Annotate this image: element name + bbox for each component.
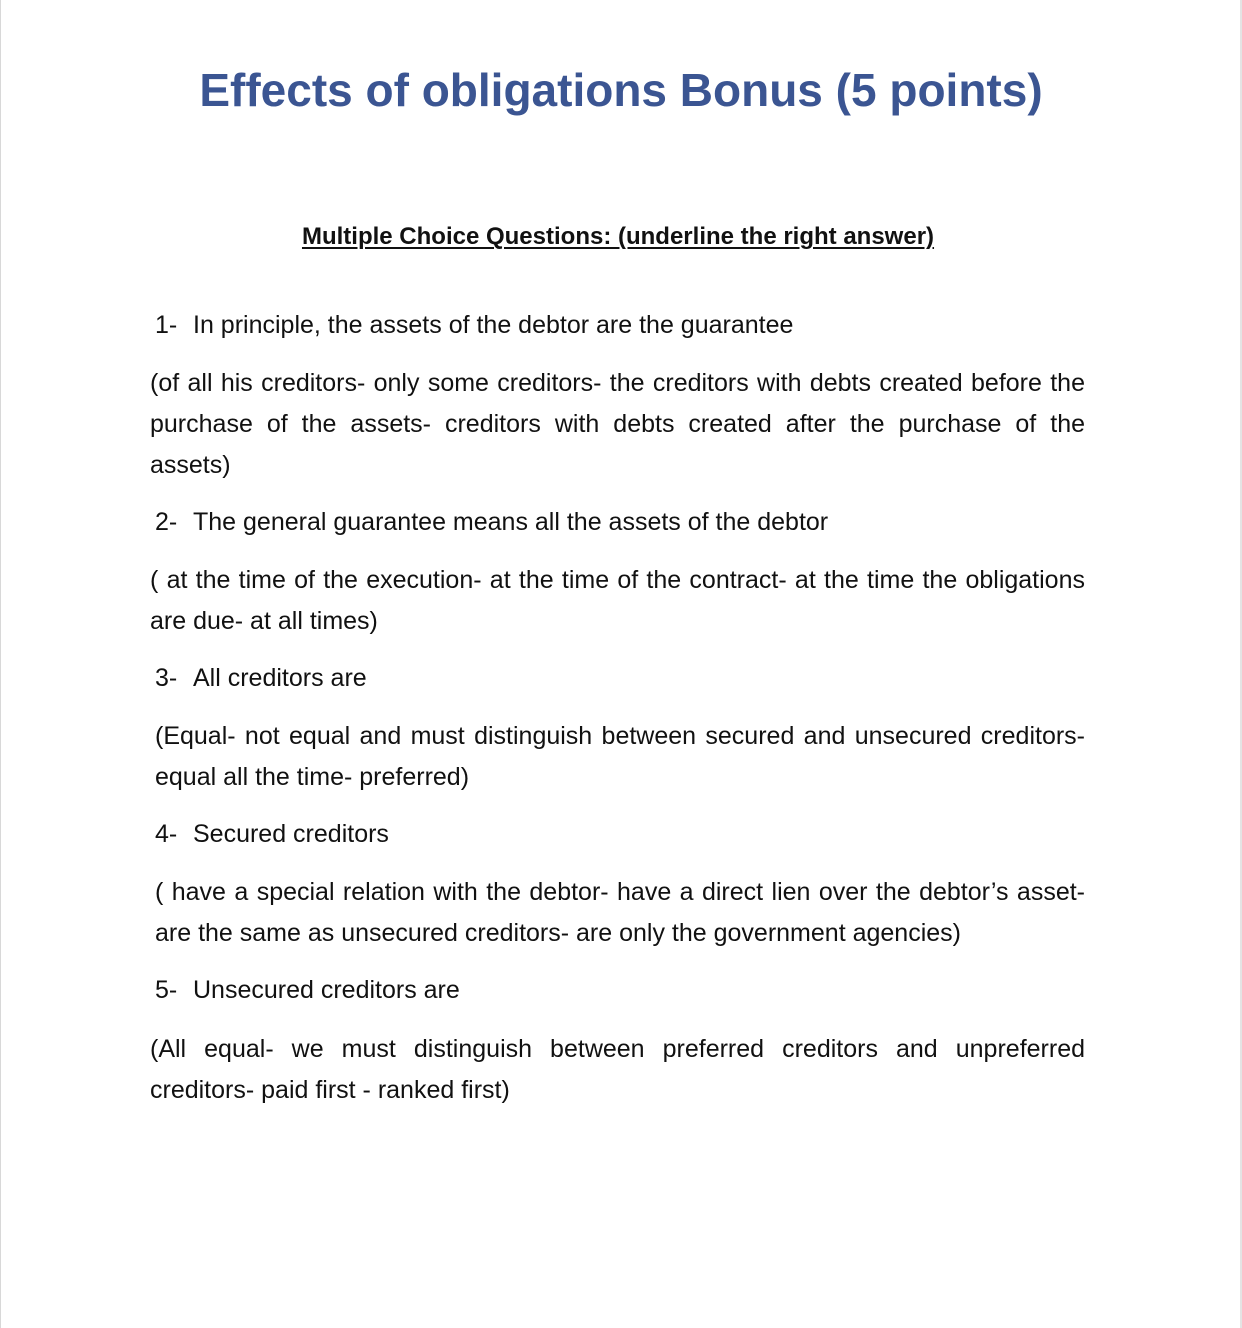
question-number: 1- [155,311,178,339]
question-4-options[interactable]: ( have a special relation with the debtor- have a direct lien over the debtor’s asset- are the same as unsecured creditors- are only the government agencies) [155,878,1085,947]
question-prompt: All creditors are [193,664,367,692]
page-title: Effects of obligations Bonus (5 points) [199,64,1043,116]
question-prompt: Unsecured creditors are [193,976,460,1004]
question-1-options[interactable]: (of all his creditors- only some creditors- the creditors with debts created before the purchase of the assets- creditors with debts created after the purchase of the assets) [150,369,1085,479]
question-3 [155,663,367,693]
question-prompt: Secured creditors [193,820,389,848]
question-5 [155,975,460,1005]
question-1 [155,310,793,340]
question-2-options[interactable]: ( at the time of the execution- at the time of the contract- at the time the obligations are due- at all times) [150,566,1085,635]
question-number: 5- [155,976,178,1004]
question-prompt: In principle, the assets of the debtor are the guarantee [193,311,794,339]
page-edge [0,0,1,1328]
question-3-options[interactable]: (Equal- not equal and must distinguish between secured and unsecured creditors- equal all the time- preferred) [155,722,1085,791]
instructions-heading [0,222,1242,252]
question-number: 3- [155,664,178,692]
question-2 [155,507,828,537]
question-number: 2- [155,508,178,536]
instructions-text: Multiple Choice Questions: (underline the right answer) [301,223,935,250]
question-number: 4- [155,820,178,848]
question-prompt: The general guarantee means all the assets of the debtor [193,508,829,536]
question-4 [155,819,389,849]
question-5-options[interactable]: (All equal- we must distinguish between preferred creditors and unpreferred creditors- paid first - ranked first) [150,1035,1085,1104]
